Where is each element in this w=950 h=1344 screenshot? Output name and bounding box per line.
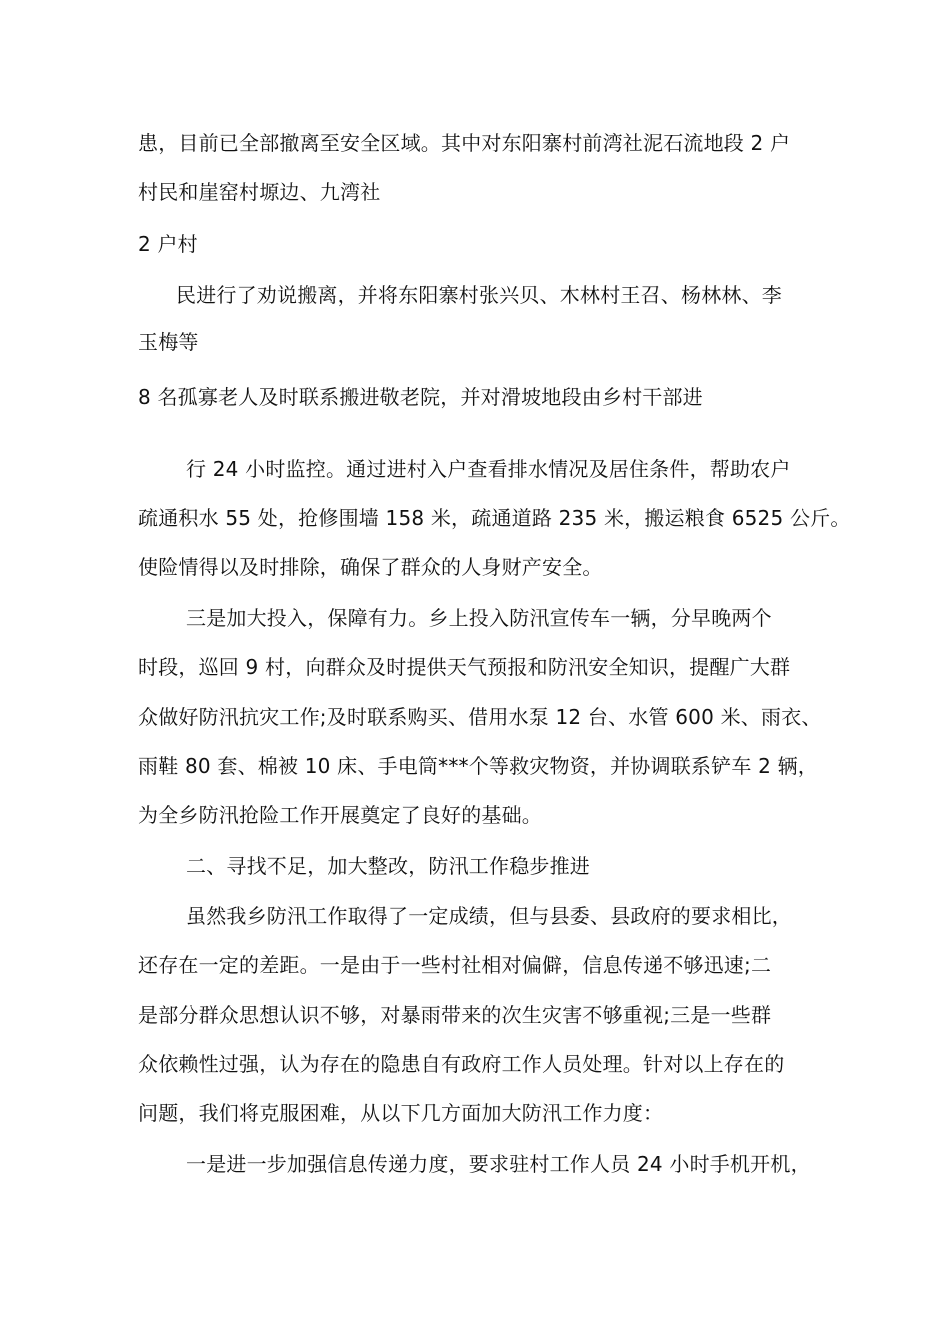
section-heading: 二、寻找不足，加大整改，防汛工作稳步推进 bbox=[186, 854, 590, 878]
text-line: 虽然我乡防汛工作取得了一定成绩，但与县委、县政府的要求相比， bbox=[186, 904, 792, 928]
text-line: 玉梅等 bbox=[138, 330, 199, 354]
text-line: 是部分群众思想认识不够，对暴雨带来的次生灾害不够重视;三是一些群 bbox=[138, 1003, 772, 1027]
text-line: 时段，巡回 9 村，向群众及时提供天气预报和防汛安全知识，提醒广大群 bbox=[138, 655, 791, 679]
text-line: 雨鞋 80 套、棉被 10 床、手电筒***个等救灾物资，并协调联系铲车 2 辆， bbox=[138, 754, 818, 778]
text-line: 8 名孤寡老人及时联系搬进敬老院，并对滑坡地段由乡村干部进 bbox=[138, 385, 703, 409]
text-line: 村民和崖窑村塬边、九湾社 bbox=[138, 180, 381, 204]
text-line: 为全乡防汛抢险工作开展奠定了良好的基础。 bbox=[138, 803, 542, 827]
text-line: 2 户村 bbox=[138, 232, 198, 256]
text-line: 问题，我们将克服困难，从以下几方面加大防汛工作力度： bbox=[138, 1101, 664, 1125]
text-line: 众做好防汛抗灾工作;及时联系购买、借用水泵 12 台、水管 600 米、雨衣、 bbox=[138, 705, 822, 729]
text-line: 一是进一步加强信息传递力度，要求驻村工作人员 24 小时手机开机， bbox=[186, 1152, 811, 1176]
text-line: 使险情得以及时排除，确保了群众的人身财产安全。 bbox=[138, 555, 603, 579]
text-line: 行 24 小时监控。通过进村入户查看排水情况及居住条件，帮助农户 bbox=[186, 457, 791, 481]
text-line: 还存在一定的差距。一是由于一些村社相对偏僻，信息传递不够迅速;二 bbox=[138, 953, 772, 977]
text-line: 众依赖性过强，认为存在的隐患自有政府工作人员处理。针对以上存在的 bbox=[138, 1052, 785, 1076]
text-line: 三是加大投入，保障有力。乡上投入防汛宣传车一辆，分早晚两个 bbox=[186, 606, 772, 630]
text-line: 疏通积水 55 处，抢修围墙 158 米，疏通道路 235 米，搬运粮食 6525 公斤。 bbox=[138, 506, 851, 530]
text-line: 患，目前已全部撤离至安全区域。其中对东阳寨村前湾社泥石流地段 2 户 bbox=[138, 131, 791, 155]
text-line: 民进行了劝说搬离，并将东阳寨村张兴贝、木林村王召、杨林林、李 bbox=[176, 283, 782, 307]
